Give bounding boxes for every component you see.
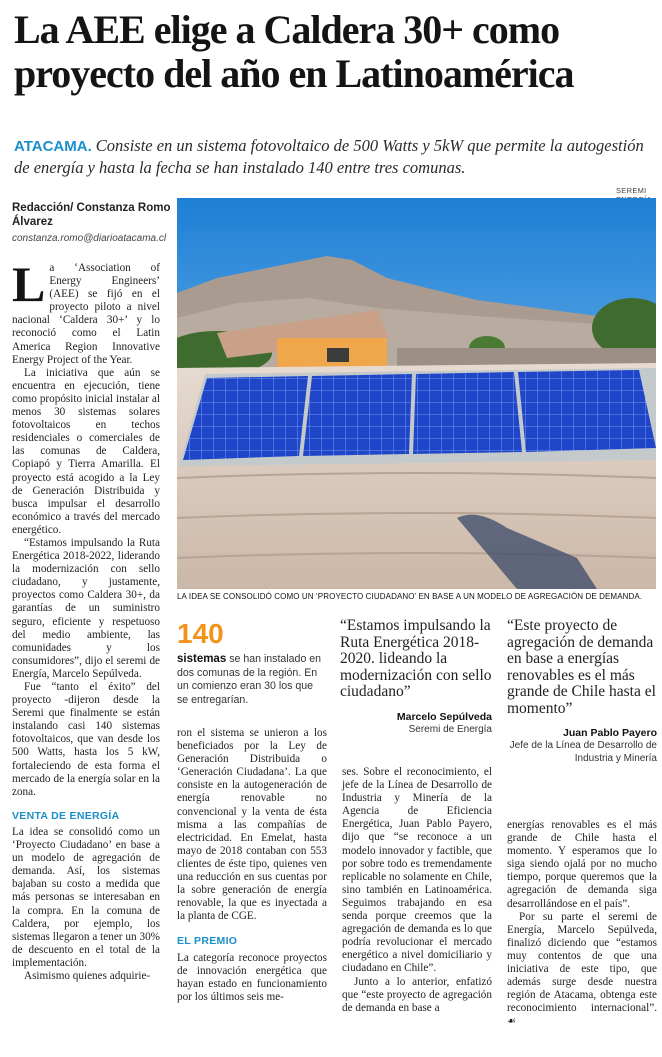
article-paragraph: La idea se consolidó como un ‘Proyecto Ciudadano’ en base a un modelo de agregación de demanda. Así, los sistemas bajaban su costo a medida que más personas se interesaban en la compra. En la comuna de Caldera, por ejemplo, los sistemas llegaron a tener un 30% de descuento en el total de la implementación.	[12, 825, 160, 969]
dateline: ATACAMA.	[14, 138, 92, 155]
headline-line-2: proyecto del año en Latinoamérica	[14, 51, 574, 96]
pull-quote-2	[507, 618, 657, 765]
article-paragraph: “Estamos impulsando la Ruta Energética 2018-2022, liderando la modernización con sello ciudadano, y justamente, proyectos como Caldera 30+, da garantías de un suministro seguro, eficiente y respetuoso del medio ambiente, las comunidades y los consumidores”, dijo el seremi de Energía, Marcelo Sepúlveda.	[12, 536, 160, 680]
headline	[14, 8, 654, 96]
byline-email: constanza.romo@diarioatacama.cl	[12, 233, 167, 244]
byline-author: Redacción/ Constanza Romo Álvarez	[12, 202, 171, 228]
article-paragraph: Asimismo quienes adquirie-	[24, 969, 151, 982]
quote-name: Juan Pablo Payero	[563, 727, 657, 739]
quote-role: Jefe de la Línea de Desarrollo de Industria y Minería	[509, 740, 657, 764]
subhead-venta: VENTA DE ENERGÍA	[12, 809, 120, 822]
drop-cap: L	[12, 256, 46, 312]
article-paragraph: a ‘Association of Energy Engineers’ (AEE) se fijó en el proyecto piloto a nivel nacional ‘Caldera 30+’ y lo reconoció como el Latin America Region Innovative Energy Project of the Year.	[12, 262, 160, 366]
photo-caption: LA IDEA SE CONSOLIDÓ COMO UN ‘PROYECTO CIUDADANO’ EN BASE A UN MODELO DE AGREGACIÓN DE DEMANDA.	[177, 592, 643, 601]
quote-text: “Este proyecto de agregación de demanda en base a energías renovables es el más grande de Chile hasta el momento”	[507, 617, 656, 717]
pull-quote-1	[340, 618, 492, 736]
article-column-2	[177, 727, 327, 1004]
article-paragraph: ron el sistema se unieron a los beneficiados por la Ley de Generación Distribuida o ‘Generación Ciudadana’. La que consiste en la autogeneración de energía renovable no convencional y la venta de ésta misma a las compañías de electricidad. En Emelat, hasta mayo de 2018 contaban con 553 clientes de éste tipo, quienes ven una reducción en sus cuentas por la sobre generación de energía renovable, la que es inyectada a la planta de CGE.	[177, 727, 327, 923]
quote-role: Seremi de Energía	[408, 723, 492, 735]
lead-text: Consiste en un sistema fotovoltaico de 500 Watts y 5kW que permite la autogestión de energía y hasta la fecha se han instalado 140 entre tres comunas.	[14, 136, 644, 177]
article-paragraph	[507, 911, 657, 1029]
article-paragraph: Junto a lo anterior, enfatizó que “este proyecto de agregación de demanda en base a	[342, 975, 492, 1014]
headline-line-1: La AEE elige a Caldera 30+ como	[14, 7, 560, 52]
article-column-4	[507, 819, 657, 1029]
stat-label: sistemas	[177, 653, 227, 665]
stat-number: 140	[177, 618, 224, 649]
stat-box	[177, 653, 327, 707]
article-column-1	[12, 256, 160, 983]
quote-text: “Estamos impulsando la Ruta Energética 2018-2020. lideando la modernización con sello ciudadano”	[340, 617, 492, 700]
article-paragraph-text: Por su parte el seremi de Energía, Marcelo Sepúlveda, finalizó diciendo que “estamos muy contentos de que una iniciativa de este tipo, que además surge desde nuestra región de Atacama, obtenga este reconocimiento internacional”.	[507, 910, 657, 1015]
article-paragraph: La iniciativa que aún se encuentra en ejecución, tiene como propósito inicial instalar al menos 30 sistemas solares fotovoltaicos en techos residenciales o comerciales de las comunas de Caldera, Copiapó y Tierra Amarilla. El proyecto está acogido a la Ley de Generación Distribuida y busca impulsar el desarrollo económico a través del mercado energético.	[12, 366, 160, 536]
photo-credit: SEREMI	[616, 186, 647, 195]
article-column-3	[342, 766, 492, 1015]
solar-panel-photo	[177, 198, 656, 589]
lead-paragraph	[14, 135, 654, 178]
stat-text: se han instalado en dos comunas de la región. En un comienzo eran 30 los que se entregarían.	[177, 653, 322, 706]
article-paragraph: La categoría reconoce proyectos de innovación energética que hayan estado en funcionamiento por los últimos seis me-	[177, 951, 327, 1003]
end-mark-icon: ☙	[507, 1016, 516, 1028]
quote-name: Marcelo Sepúlveda	[396, 710, 492, 723]
article-paragraph: Fue “tanto el éxito” del proyecto -dijeron desde la Seremi que finalmente se están instalando casi 140 sistemas fotovoltaicos, que van desde los 500 Watts, hasta los 5 kW, fortaleciendo de esta forma el mercado de la energía solar en la zona.	[12, 681, 160, 798]
article-paragraph: energías renovables es el más grande de Chile hasta el momento. Y esperamos que lo siga siendo ojalá por no mucho tiempo, porque queremos que la agregación de demanda siga desarrollándose en el país”.	[507, 819, 657, 910]
subhead-premio: EL PREMIO	[177, 935, 238, 948]
article-paragraph: ses. Sobre el reconocimiento, el jefe de la Línea de Desarrollo de Industria y Minería de la Agencia de Eficiencia Energética, Juan Pablo Payero, dijo que “se reconoce a un modelo innovador y factible, que por sobre todo es tremendamente replicable no solamente en Chile, sino también en Latinoamérica. Seguimos trabajando en esa senda porque creemos que la agregación de demanda es lo que podría revolucionar el mercado energético a nivel domiciliario y ciudadano en Chile”.	[342, 766, 492, 975]
